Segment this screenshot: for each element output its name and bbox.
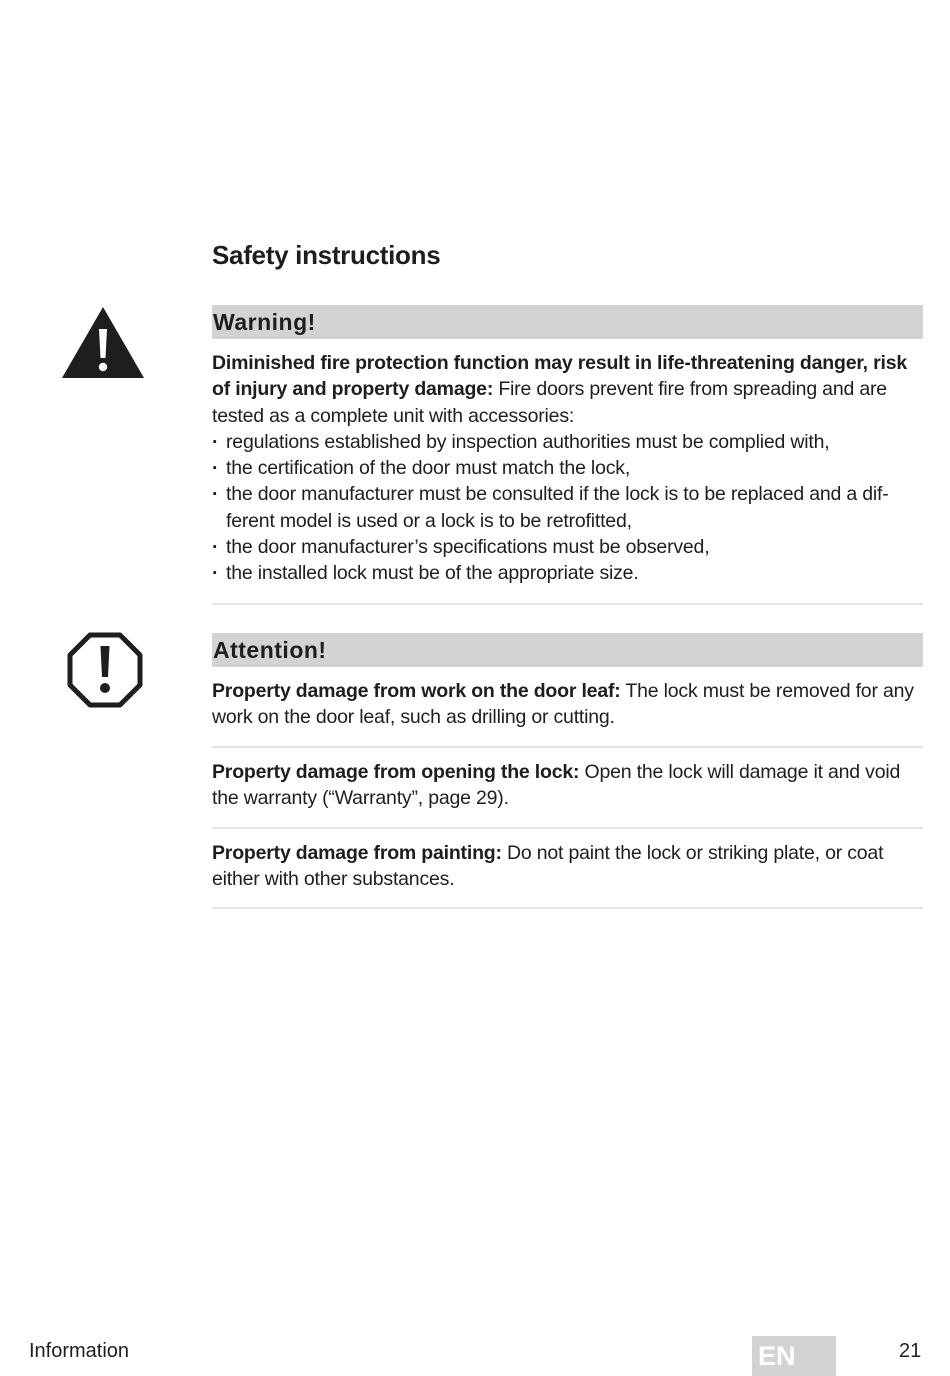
list-item: · the door manufacturer must be consulted if the lock is to be replaced and a different model is used or a lock is to be retrofitted, <box>212 481 923 534</box>
attention-item-block <box>212 759 923 812</box>
language-badge: EN <box>752 1336 836 1376</box>
warning-section <box>212 305 923 587</box>
exclamation-octagon-icon <box>67 632 143 708</box>
divider <box>212 603 923 605</box>
warning-lead-text: Fire doors prevent fire from spreading and are tested as a complete unit with accessories: <box>212 378 887 427</box>
divider <box>212 746 923 748</box>
divider <box>212 907 923 909</box>
attention-item-bold: Property damage from work on the door leaf: <box>212 680 621 702</box>
attention-item-block <box>212 840 923 893</box>
warning-triangle-icon <box>60 305 146 380</box>
divider <box>212 827 923 829</box>
list-item: · the installed lock must be of the appropriate size. <box>212 560 923 586</box>
attention-item <box>212 678 923 731</box>
page-title: Safety instructions <box>212 240 441 270</box>
warning-banner: Warning! <box>212 305 923 339</box>
page-number: 21 <box>899 1340 922 1362</box>
attention-item <box>212 840 923 893</box>
attention-item-text: The lock must be removed for any work on the door leaf, such as drilling or cutting. <box>212 680 914 729</box>
list-item: · the door manufacturer’s specifications must be observed, <box>212 534 923 560</box>
attention-banner: Attention! <box>212 633 923 667</box>
attention-item-bold: Property damage from opening the lock: <box>212 761 580 783</box>
list-item: · the certification of the door must match the lock, <box>212 455 923 481</box>
warning-paragraph <box>212 350 923 429</box>
attention-item <box>212 759 923 812</box>
attention-section <box>212 633 923 731</box>
warning-lead-bold: Diminished fire protection function may result in life-threatening danger, risk of injury and property damage: <box>212 352 907 401</box>
attention-item-bold: Property damage from painting: <box>212 842 502 864</box>
attention-item-text: Do not paint the lock or striking plate, or coat either with other substances. <box>212 842 884 891</box>
attention-item-text: Open the lock will damage it and void the warranty (“Warranty”, page 29). <box>212 761 901 810</box>
list-item: · regulations established by inspection authorities must be complied with, <box>212 429 923 455</box>
footer-section-label: Information <box>29 1340 130 1362</box>
warning-bullet-list <box>212 429 923 587</box>
